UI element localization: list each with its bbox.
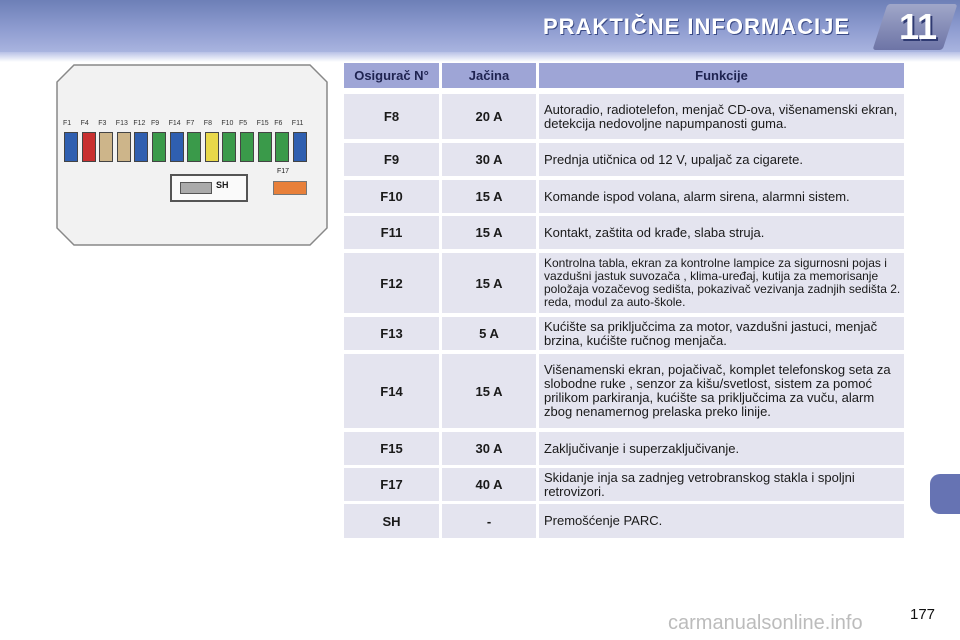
fuse-box-diagram bbox=[56, 64, 328, 246]
function-cell: Komande ispod volana, alarm sirena, alarmni sistem. bbox=[539, 180, 904, 213]
fuse-number-cell: F12 bbox=[344, 253, 439, 313]
fuse-number-cell: F13 bbox=[344, 317, 439, 350]
f17-label: F17 bbox=[277, 168, 290, 175]
fuse-number-cell: F15 bbox=[344, 432, 439, 465]
fuse bbox=[258, 132, 272, 162]
fuse-number-cell: SH bbox=[344, 504, 439, 538]
function-cell: Zaključivanje i superzaključivanje. bbox=[539, 432, 904, 465]
fuse-number-cell: F8 bbox=[344, 94, 439, 139]
fuse-label: F9 bbox=[151, 120, 160, 127]
chapter-number: 11 bbox=[898, 6, 938, 47]
fuse bbox=[82, 132, 96, 162]
fuse-label: F12 bbox=[133, 120, 146, 127]
page-title: PRAKTIČNE INFORMACIJE bbox=[542, 14, 850, 39]
rating-cell: 5 A bbox=[442, 317, 536, 350]
rating-cell: 15 A bbox=[442, 180, 536, 213]
fuse-number-cell: F10 bbox=[344, 180, 439, 213]
rating-cell: 40 A bbox=[442, 468, 536, 501]
rating-cell: 20 A bbox=[442, 94, 536, 139]
function-cell: Kućište sa priključcima za motor, vazdušni jastuci, menjač brzina, kućište ručnog menjača. bbox=[539, 317, 904, 350]
rating-cell: - bbox=[442, 504, 536, 538]
function-cell: Prednja utičnica od 12 V, upaljač za cigarete. bbox=[539, 143, 904, 176]
function-cell: Kontakt, zaštita od krađe, slaba struja. bbox=[539, 216, 904, 249]
rating-cell: 15 A bbox=[442, 216, 536, 249]
header-fade bbox=[0, 52, 960, 62]
fuse-label: F8 bbox=[203, 120, 212, 127]
function-cell: Premošćenje PARC. bbox=[539, 504, 904, 538]
fuse-label: F10 bbox=[221, 120, 234, 127]
function-cell: Višenamenski ekran, pojačivač, komplet telefonskog seta za slobodne ruke , senzor za kišu/svetlost, sistem za pomoć prilikom parkiranja, kućište sa priključcima za vuču, alarm zbog nenamernog prelaska preko linije. bbox=[539, 354, 904, 428]
fuse bbox=[222, 132, 236, 162]
fuse bbox=[152, 132, 166, 162]
fuse bbox=[275, 132, 289, 162]
fuse-number-cell: F14 bbox=[344, 354, 439, 428]
fuse-label: F11 bbox=[291, 120, 304, 127]
fuse bbox=[170, 132, 184, 162]
header-rating: Jačina bbox=[442, 63, 536, 88]
chapter-side-tab[interactable] bbox=[930, 474, 960, 514]
rating-cell: 30 A bbox=[442, 143, 536, 176]
rating-cell: 15 A bbox=[442, 354, 536, 428]
fuse bbox=[187, 132, 201, 162]
sh-label: SH bbox=[216, 180, 229, 190]
fuse-number-cell: F11 bbox=[344, 216, 439, 249]
header-fuse-number: Osigurač N° bbox=[344, 63, 439, 88]
sh-shunt bbox=[170, 174, 248, 202]
fuse bbox=[240, 132, 254, 162]
fuse-label: F4 bbox=[80, 120, 89, 127]
fuse-label: F7 bbox=[186, 120, 195, 127]
fuse-label: F14 bbox=[168, 120, 181, 127]
fuse-number-cell: F9 bbox=[344, 143, 439, 176]
f17-fuse bbox=[273, 181, 307, 195]
fuse bbox=[117, 132, 131, 162]
fuse bbox=[293, 132, 307, 162]
fuse-number-cell: F17 bbox=[344, 468, 439, 501]
fuse-label: F13 bbox=[115, 120, 128, 127]
function-cell: Kontrolna tabla, ekran za kontrolne lampice za sigurnosni pojas i vazdušni jastuk suvozača , klima-uređaj, kutija za memorisanje položaja vozačevog sedišta, pokazivač vezivanja zadnjih sedišta 2. reda, modul za auto-škole. bbox=[539, 253, 904, 313]
fuse-label: F5 bbox=[239, 120, 248, 127]
fuse bbox=[64, 132, 78, 162]
fuse-label: F6 bbox=[274, 120, 283, 127]
rating-cell: 30 A bbox=[442, 432, 536, 465]
fuse-label: F15 bbox=[256, 120, 269, 127]
page-number: 177 bbox=[910, 606, 936, 623]
sh-slot bbox=[180, 182, 212, 194]
fuse bbox=[205, 132, 219, 162]
function-cell: Autoradio, radiotelefon, menjač CD-ova, višenamenski ekran, detekcija nedovoljne napumpanosti guma. bbox=[539, 94, 904, 139]
fuse bbox=[99, 132, 113, 162]
watermark-text: carmanualsonline.info bbox=[668, 612, 863, 634]
fuse-label: F1 bbox=[63, 120, 72, 127]
fuse-label: F3 bbox=[98, 120, 107, 127]
header-functions: Funkcije bbox=[539, 63, 904, 88]
fuse bbox=[134, 132, 148, 162]
function-cell: Skidanje inja sa zadnjeg vetrobranskog stakla i spoljni retrovizori. bbox=[539, 468, 904, 501]
rating-cell: 15 A bbox=[442, 253, 536, 313]
